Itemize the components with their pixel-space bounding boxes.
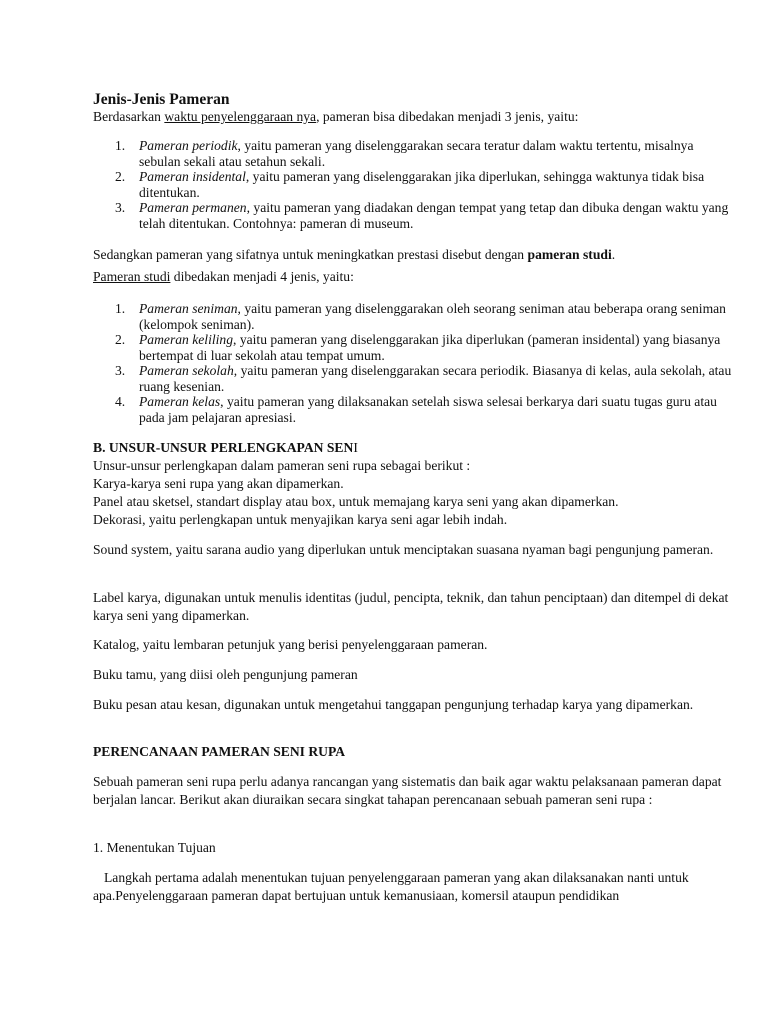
list-number: 4.: [115, 394, 126, 409]
list-text: , yaitu pameran yang diselenggarakan jika diperlukan, sehingga waktunya tidak bisa ditentukan.: [139, 169, 705, 200]
section-title: Jenis-Jenis Pameran: [93, 91, 230, 108]
list-text: , yaitu pameran yang diselenggarakan oleh seorang seniman atau beberapa orang seniman (kelompok seniman).: [139, 301, 726, 332]
list-item: [93, 138, 738, 169]
perencanaan-intro: Sebuah pameran seni rupa perlu adanya rancangan yang sistematis dan baik agar waktu pelaksanaan pameran dapat berjalan lancar. Berikut akan diuraikan secara singkat tahapan perencanaan sebuah pameran seni rupa :: [93, 774, 722, 807]
list-item: [93, 169, 738, 200]
step-heading: 1. Menentukan Tujuan: [93, 840, 216, 855]
list-item: [93, 301, 738, 332]
list-item: [93, 332, 738, 363]
list-number: 2.: [115, 332, 126, 347]
list-number: 1.: [115, 301, 126, 316]
list-term: Pameran periodik: [139, 138, 238, 153]
list-number: 2.: [115, 169, 126, 184]
list-number: 1.: [115, 138, 126, 153]
underlined-phrase: waktu penyelenggaraan nya: [164, 109, 317, 124]
list-item: [93, 394, 738, 425]
list-text: , yaitu pameran yang diselenggarakan jika diperlukan (pameran insidental) yang biasanya bertempat di luar sekolah atau tempat umum.: [139, 332, 721, 363]
list-text: , yaitu pameran yang diadakan dengan tempat yang tetap dan dibuka dengan waktu yang telah ditentukan. Contohnya: pameran di museum.: [139, 200, 729, 231]
unsur-line: Dekorasi, yaitu perlengkapan untuk menyajikan karya seni agar lebih indah.: [93, 512, 508, 527]
list-item: [93, 363, 738, 394]
list-number: 3.: [115, 363, 126, 378]
list-item: [93, 200, 738, 231]
studi-text: dibedakan menjadi 4 jenis, yaitu:: [170, 269, 354, 284]
heading-tail: I: [353, 440, 358, 455]
list-term: Pameran seniman: [139, 301, 238, 316]
studi-text: Sedangkan pameran yang sifatnya untuk meningkatkan prestasi disebut dengan: [93, 247, 528, 262]
unsur-line: Panel atau sketsel, standart display atau box, untuk memajang karya seni yang akan dipamerkan.: [93, 494, 619, 509]
jenis-list: [93, 138, 738, 231]
section-intro: [93, 108, 738, 126]
list-text: , yaitu pameran yang diselenggarakan secara periodik. Biasanya di kelas, aula sekolah, atau ruang kesenian.: [139, 363, 732, 394]
studi-text: .: [611, 247, 616, 262]
list-text: , yaitu pameran yang dilaksanakan setelah siswa selesai berkarya dari suatu tugas guru atau pada jam pelajaran apresiasi.: [139, 394, 717, 425]
perencanaan-heading: PERENCANAAN PAMERAN SENI RUPA: [93, 744, 346, 759]
katalog-paragraph: Katalog, yaitu lembaran petunjuk yang berisi penyelenggaraan pameran.: [93, 637, 488, 652]
list-term: Pameran keliling: [139, 332, 234, 347]
buku-pesan-paragraph: Buku pesan atau kesan, digunakan untuk mengetahui tanggapan pengunjung terhadap karya yang dipamerkan.: [93, 697, 694, 712]
unsur-line: Karya-karya seni rupa yang akan dipamerkan.: [93, 476, 344, 491]
list-term: Pameran kelas: [139, 394, 221, 409]
label-paragraph: Label karya, digunakan untuk menulis identitas (judul, pencipta, teknik, dan tahun penciptaan) dan ditempel di dekat karya seni yang dipamerkan.: [93, 590, 729, 623]
list-term: Pameran sekolah: [139, 363, 234, 378]
list-text: , yaitu pameran yang diselenggarakan secara teratur dalam waktu tertentu, misalnya sebulan sekali atau setahun sekali.: [139, 138, 694, 169]
sound-paragraph: Sound system, yaitu sarana audio yang diperlukan untuk menciptakan suasana nyaman bagi pengunjung pameran.: [93, 542, 714, 557]
intro-text: , pameran bisa dibedakan menjadi 3 jenis, yaitu:: [316, 109, 579, 124]
studi-list: [93, 301, 738, 425]
buku-tamu-paragraph: Buku tamu, yang diisi oleh pengunjung pameran: [93, 667, 358, 682]
heading-text: B. UNSUR-UNSUR PERLENGKAPAN SEN: [93, 440, 354, 455]
list-number: 3.: [115, 200, 126, 215]
unsur-line: Unsur-unsur perlengkapan dalam pameran seni rupa sebagai berikut :: [93, 458, 471, 473]
studi-intro: [93, 268, 738, 286]
list-term: Pameran permanen: [139, 200, 247, 215]
step-paragraph: Langkah pertama adalah menentukan tujuan penyelenggaraan pameran yang akan dilaksanakan nanti untuk apa.Penyelenggaraan pameran dapat bertujuan untuk kemanusiaan, komersil ataupun pendidikan: [93, 870, 689, 903]
studi-bold-term: pameran studi: [527, 247, 612, 262]
unsur-heading: [93, 439, 738, 457]
studi-paragraph: [93, 246, 738, 264]
list-term: Pameran insidental: [139, 169, 246, 184]
intro-text: Berdasarkan: [93, 109, 165, 124]
underlined-phrase: Pameran studi: [93, 269, 171, 284]
